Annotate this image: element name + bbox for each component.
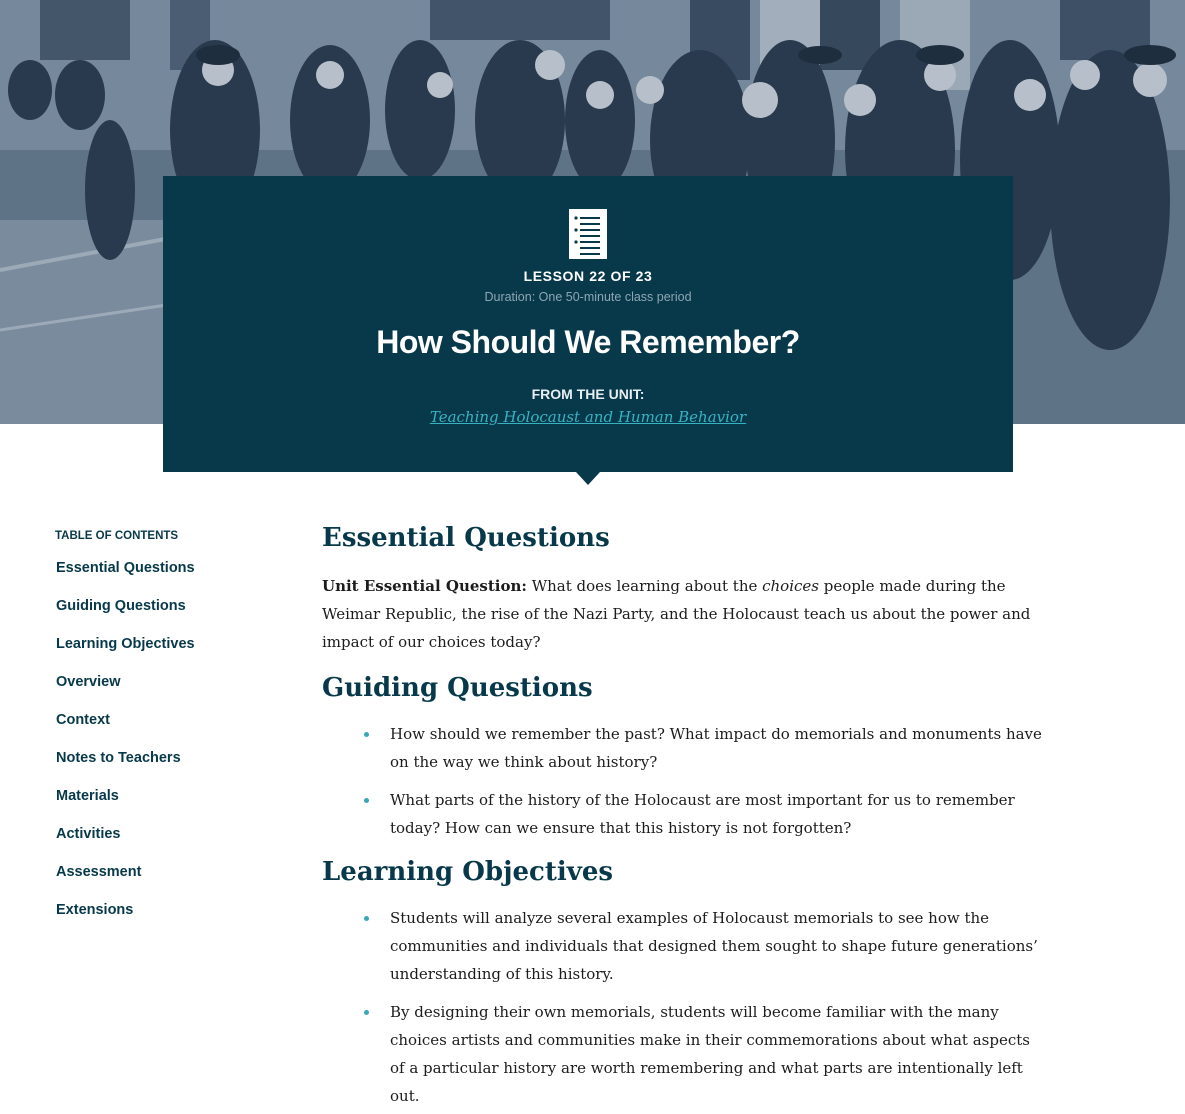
guiding-questions-section bbox=[322, 668, 1042, 842]
list-item: How should we remember the past? What impact do memorials and monuments have on the way we think about history? bbox=[390, 720, 1042, 776]
list-item: What parts of the history of the Holocaust are most important for us to remember today? How can we ensure that this history is not forgotten? bbox=[390, 786, 1042, 842]
guiding-questions-list bbox=[322, 720, 1042, 842]
toc-item-essential-questions[interactable]: Essential Questions bbox=[56, 560, 195, 576]
toc-heading: TABLE OF CONTENTS bbox=[55, 530, 179, 542]
toc-item-activities[interactable]: Activities bbox=[56, 826, 121, 842]
toc-item-learning-objectives[interactable]: Learning Objectives bbox=[56, 636, 195, 652]
toc-item-extensions[interactable]: Extensions bbox=[56, 902, 134, 918]
list-item: By designing their own memorials, students will become familiar with the many choices artists and communities make in their commemorations about what aspects of a particular history are worth remembering and what parts are intentionally left out. bbox=[390, 998, 1042, 1110]
toc-item-overview[interactable]: Overview bbox=[56, 674, 121, 690]
toc-item-materials[interactable]: Materials bbox=[56, 788, 119, 804]
document-list-icon bbox=[568, 208, 608, 260]
toc-list bbox=[56, 559, 286, 939]
toc-item-context[interactable]: Context bbox=[56, 712, 110, 728]
lesson-content bbox=[322, 518, 1042, 1114]
essential-question-text-a: What does learning about the bbox=[526, 577, 763, 595]
lesson-number: LESSON 22 OF 23 bbox=[523, 268, 653, 284]
lesson-duration: Duration: One 50-minute class period bbox=[484, 290, 692, 304]
essential-questions-section bbox=[322, 518, 1042, 656]
unit-essential-question bbox=[322, 572, 1032, 656]
learning-objectives-list bbox=[322, 904, 1042, 1110]
learning-objectives-section bbox=[322, 852, 1042, 1110]
essential-question-text-b: people made during the Weimar Republic, the rise of the Nazi Party, and the Holocaust teach us about the power and impact of our choices today? bbox=[322, 577, 1031, 651]
lesson-header-panel bbox=[163, 176, 1013, 472]
table-of-contents bbox=[56, 530, 286, 939]
learning-objectives-heading: Learning Objectives bbox=[322, 857, 614, 887]
toc-item-assessment[interactable]: Assessment bbox=[56, 864, 142, 880]
toc-item-guiding-questions[interactable]: Guiding Questions bbox=[56, 598, 186, 614]
essential-question-label: Unit Essential Question: bbox=[322, 577, 527, 595]
page-title: How Should We Remember? bbox=[376, 324, 800, 360]
toc-item-notes-to-teachers[interactable]: Notes to Teachers bbox=[56, 750, 181, 766]
from-unit-label: FROM THE UNIT: bbox=[531, 386, 645, 402]
essential-question-emphasis: choices bbox=[762, 577, 819, 595]
unit-link[interactable]: Teaching Holocaust and Human Behavior bbox=[429, 408, 747, 426]
panel-pointer bbox=[576, 472, 600, 485]
list-item: Students will analyze several examples of Holocaust memorials to see how the communities and individuals that designed them sought to shape future generations’ understanding of this history. bbox=[390, 904, 1042, 988]
guiding-questions-heading: Guiding Questions bbox=[322, 673, 593, 703]
essential-questions-heading: Essential Questions bbox=[322, 523, 610, 553]
